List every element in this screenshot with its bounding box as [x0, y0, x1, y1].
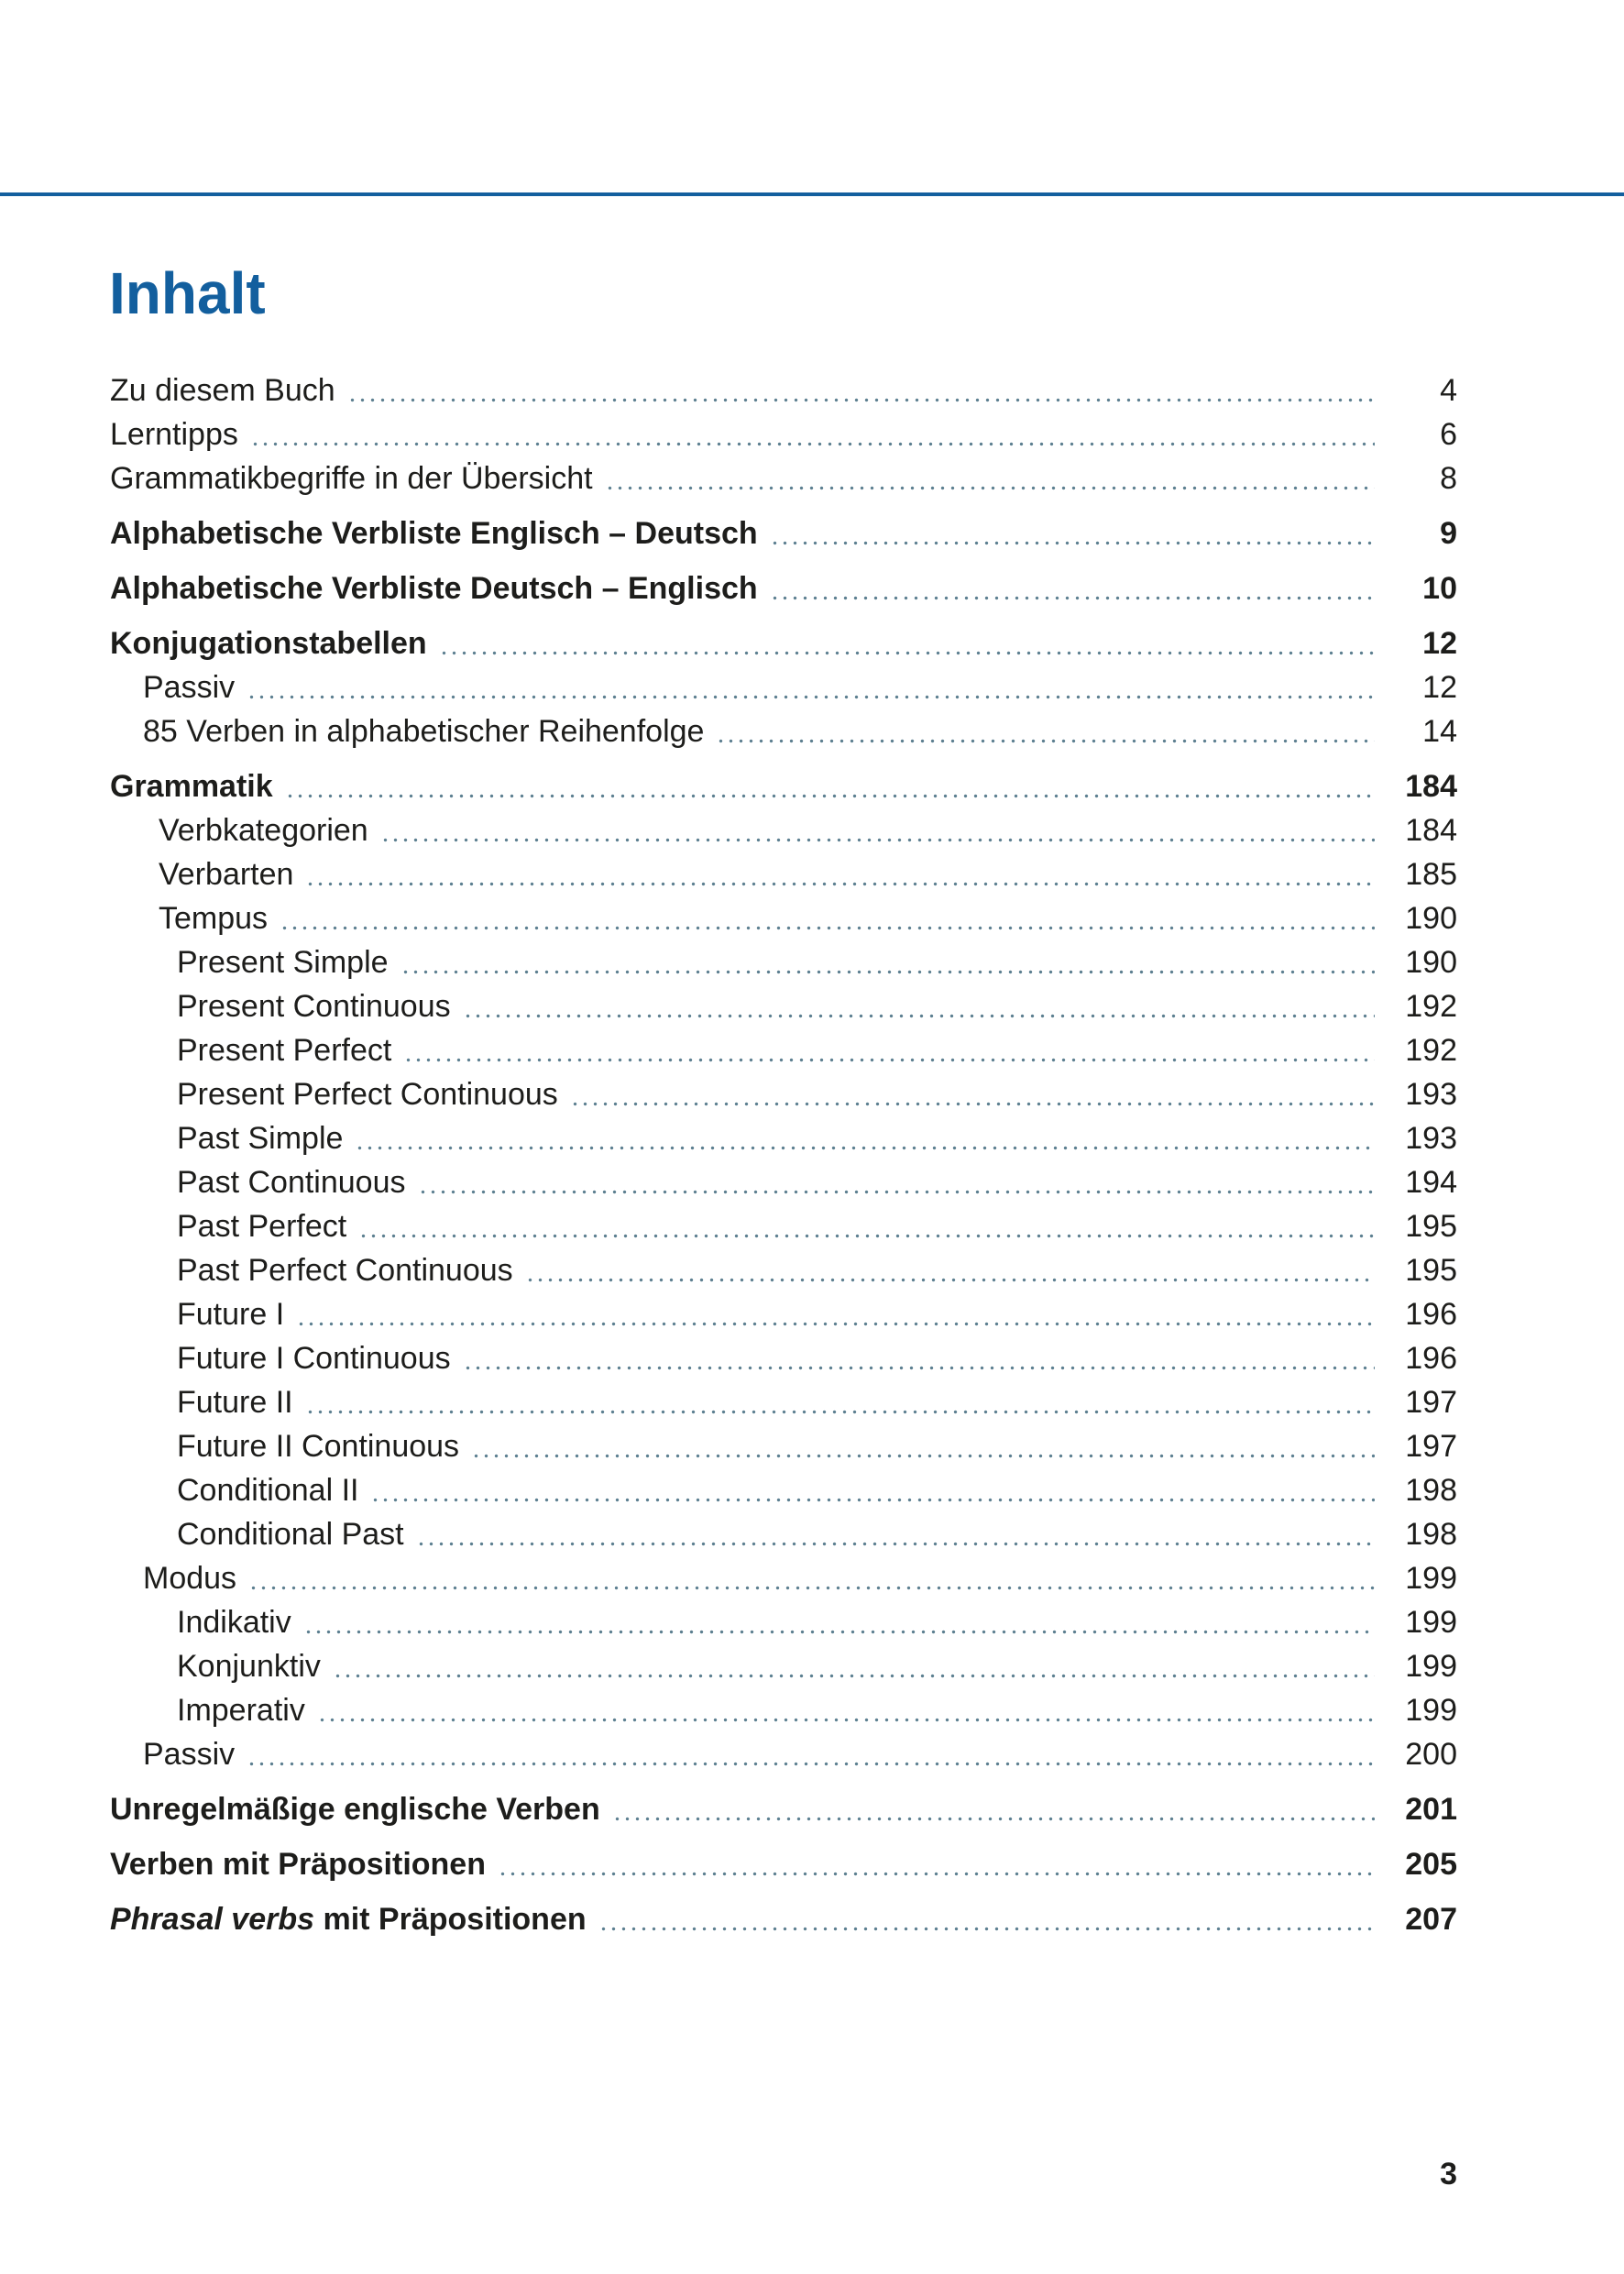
- toc-entry-label: Conditional Past: [177, 1517, 404, 1552]
- toc-entry-page: 196: [1405, 1297, 1457, 1332]
- toc-entry: [110, 1204, 1457, 1248]
- toc-entry: [110, 1897, 1457, 1941]
- toc-entry-label: Present Perfect: [177, 1033, 392, 1068]
- toc-entry-label-italic: Phrasal verbs: [110, 1902, 315, 1937]
- toc-entry-page: 198: [1405, 1473, 1457, 1508]
- toc-entry-label: Present Simple: [177, 945, 389, 980]
- toc-entry-page: 201: [1405, 1792, 1457, 1827]
- toc-entry-label: Lerntipps: [110, 417, 238, 452]
- toc-entry-page: 195: [1405, 1209, 1457, 1244]
- toc-list: [110, 368, 1457, 1941]
- toc-entry-label: Tempus: [159, 901, 269, 936]
- toc-entry-label: Future I: [177, 1297, 285, 1332]
- toc-entry-label: Indikativ: [177, 1605, 291, 1640]
- toc-entry: [110, 412, 1457, 456]
- toc-entry: [110, 896, 1457, 940]
- toc-entry-label: Imperativ: [177, 1693, 305, 1728]
- toc-entry: [110, 940, 1457, 984]
- toc-entry-page: 198: [1405, 1517, 1457, 1552]
- toc-entry: [110, 1160, 1457, 1204]
- toc-entry: [110, 1468, 1457, 1512]
- toc-entry: [110, 566, 1457, 610]
- toc-entry: [110, 1732, 1457, 1776]
- toc-entry-page: 6: [1440, 417, 1457, 452]
- dot-leader: [403, 1058, 1375, 1062]
- toc-entry-label: 85 Verben in alphabetischer Reihenfolge: [143, 714, 705, 749]
- toc-entry-page: 14: [1422, 714, 1457, 749]
- toc-entry-label: Alphabetische Verbliste Englisch – Deutsch: [110, 516, 758, 551]
- dot-leader: [770, 596, 1375, 600]
- toc-entry-page: 205: [1405, 1847, 1457, 1882]
- toc-entry-label: Past Perfect Continuous: [177, 1253, 513, 1288]
- toc-entry-label: Grammatik: [110, 769, 273, 804]
- toc-entry-page: 192: [1405, 989, 1457, 1024]
- toc-entry: [110, 1072, 1457, 1116]
- dot-leader: [463, 1366, 1375, 1370]
- toc-entry: [110, 1116, 1457, 1160]
- toc-entry: [110, 1028, 1457, 1072]
- toc-entry-label: Future II: [177, 1385, 293, 1420]
- toc-entry-page: 199: [1405, 1649, 1457, 1684]
- dot-leader: [248, 1586, 1375, 1590]
- dot-leader: [612, 1817, 1375, 1821]
- toc-entry-label: Past Perfect: [177, 1209, 347, 1244]
- dot-leader: [418, 1190, 1376, 1194]
- dot-leader: [439, 651, 1375, 655]
- dot-leader: [296, 1322, 1375, 1326]
- toc-entry-page: 9: [1440, 516, 1457, 551]
- dot-leader: [355, 1146, 1375, 1150]
- toc-entry-page: 4: [1440, 373, 1457, 408]
- top-divider-rule: [0, 192, 1624, 196]
- dot-leader: [358, 1234, 1375, 1238]
- toc-entry: [110, 456, 1457, 500]
- page-title: Inhalt: [109, 260, 266, 326]
- toc-entry-page: 200: [1405, 1737, 1457, 1772]
- toc-entry: [110, 984, 1457, 1028]
- dot-leader: [247, 695, 1375, 699]
- toc-entry: [110, 1688, 1457, 1732]
- toc-entry: [110, 1787, 1457, 1831]
- dot-leader: [370, 1498, 1375, 1502]
- toc-entry: [110, 1380, 1457, 1424]
- toc-entry-page: 8: [1440, 461, 1457, 496]
- toc-entry: [110, 709, 1457, 753]
- toc-entry-label: Past Continuous: [177, 1165, 406, 1200]
- toc-entry: [110, 1248, 1457, 1292]
- toc-entry-label: Modus: [143, 1561, 237, 1596]
- toc-entry-label: Past Simple: [177, 1121, 344, 1156]
- toc-entry: [110, 1424, 1457, 1468]
- toc-entry-label: Passiv: [143, 670, 236, 705]
- toc-entry-label: Present Perfect Continuous: [177, 1077, 558, 1112]
- toc-entry-label: Future II Continuous: [177, 1429, 460, 1464]
- toc-entry-label: Verbkategorien: [159, 813, 368, 848]
- dot-leader: [498, 1872, 1375, 1876]
- dot-leader: [570, 1102, 1375, 1106]
- toc-entry-page: 190: [1405, 901, 1457, 936]
- dot-leader: [333, 1674, 1375, 1678]
- toc-entry: [110, 1512, 1457, 1556]
- dot-leader: [525, 1278, 1375, 1282]
- toc-entry-page: 184: [1405, 813, 1457, 848]
- dot-leader: [317, 1718, 1375, 1722]
- toc-entry-label: Future I Continuous: [177, 1341, 451, 1376]
- toc-entry-page: 185: [1405, 857, 1457, 892]
- toc-entry: [110, 1292, 1457, 1336]
- dot-leader: [471, 1454, 1375, 1458]
- toc-entry-label: Konjunktiv: [177, 1649, 321, 1684]
- toc-entry-page: 199: [1405, 1605, 1457, 1640]
- toc-entry-label: Unregelmäßige englische Verben: [110, 1792, 600, 1827]
- toc-entry-page: 199: [1405, 1693, 1457, 1728]
- dot-leader: [380, 838, 1375, 842]
- dot-leader: [285, 794, 1375, 798]
- dot-leader: [347, 398, 1375, 402]
- dot-leader: [305, 882, 1375, 886]
- toc-entry: [110, 368, 1457, 412]
- toc-entry: [110, 1336, 1457, 1380]
- dot-leader: [770, 541, 1375, 545]
- toc-entry: [110, 665, 1457, 709]
- dot-leader: [280, 926, 1375, 930]
- toc-entry-page: 12: [1422, 670, 1457, 705]
- toc-entry-page: 197: [1405, 1429, 1457, 1464]
- toc-entry-page: 199: [1405, 1561, 1457, 1596]
- toc-entry-page: 10: [1422, 571, 1457, 606]
- dot-leader: [716, 739, 1375, 743]
- toc-entry-page: 207: [1405, 1902, 1457, 1937]
- dot-leader: [305, 1410, 1375, 1414]
- toc-entry: [110, 808, 1457, 852]
- toc-entry-label: Alphabetische Verbliste Deutsch – Englisch: [110, 571, 758, 606]
- toc-entry-page: 194: [1405, 1165, 1457, 1200]
- toc-entry-page: 184: [1405, 769, 1457, 804]
- toc-entry-label: Konjugationstabellen: [110, 626, 427, 661]
- dot-leader: [401, 970, 1375, 974]
- toc-entry-label: Verbarten: [159, 857, 294, 892]
- toc-entry: [110, 1556, 1457, 1600]
- toc-entry-page: 193: [1405, 1121, 1457, 1156]
- dot-leader: [303, 1630, 1375, 1634]
- toc-entry-page: 190: [1405, 945, 1457, 980]
- dot-leader: [605, 486, 1375, 490]
- toc-entry-page: 195: [1405, 1253, 1457, 1288]
- toc-entry: [110, 511, 1457, 555]
- toc-entry-label: Phrasal verbs mit Präpositionen: [110, 1902, 587, 1937]
- toc-entry-label: Passiv: [143, 1737, 236, 1772]
- toc-entry-page: 12: [1422, 626, 1457, 661]
- toc-entry: [110, 852, 1457, 896]
- toc-entry-label: Verben mit Präpositionen: [110, 1847, 486, 1882]
- toc-entry-page: 196: [1405, 1341, 1457, 1376]
- toc-entry-label: Present Continuous: [177, 989, 451, 1024]
- dot-leader: [598, 1927, 1375, 1931]
- toc-entry-page: 193: [1405, 1077, 1457, 1112]
- dot-leader: [416, 1542, 1375, 1546]
- toc-entry-page: 192: [1405, 1033, 1457, 1068]
- toc-entry: [110, 764, 1457, 808]
- toc-entry: [110, 621, 1457, 665]
- toc-entry: [110, 1842, 1457, 1886]
- toc-entry-label: Grammatikbegriffe in der Übersicht: [110, 461, 593, 496]
- dot-leader: [247, 1762, 1375, 1766]
- page-number: 3: [1440, 2157, 1457, 2192]
- dot-leader: [463, 1014, 1375, 1018]
- toc-entry-label: Conditional II: [177, 1473, 359, 1508]
- dot-leader: [250, 442, 1375, 446]
- toc-entry-label: Zu diesem Buch: [110, 373, 335, 408]
- toc-entry-page: 197: [1405, 1385, 1457, 1420]
- toc-entry: [110, 1644, 1457, 1688]
- toc-entry: [110, 1600, 1457, 1644]
